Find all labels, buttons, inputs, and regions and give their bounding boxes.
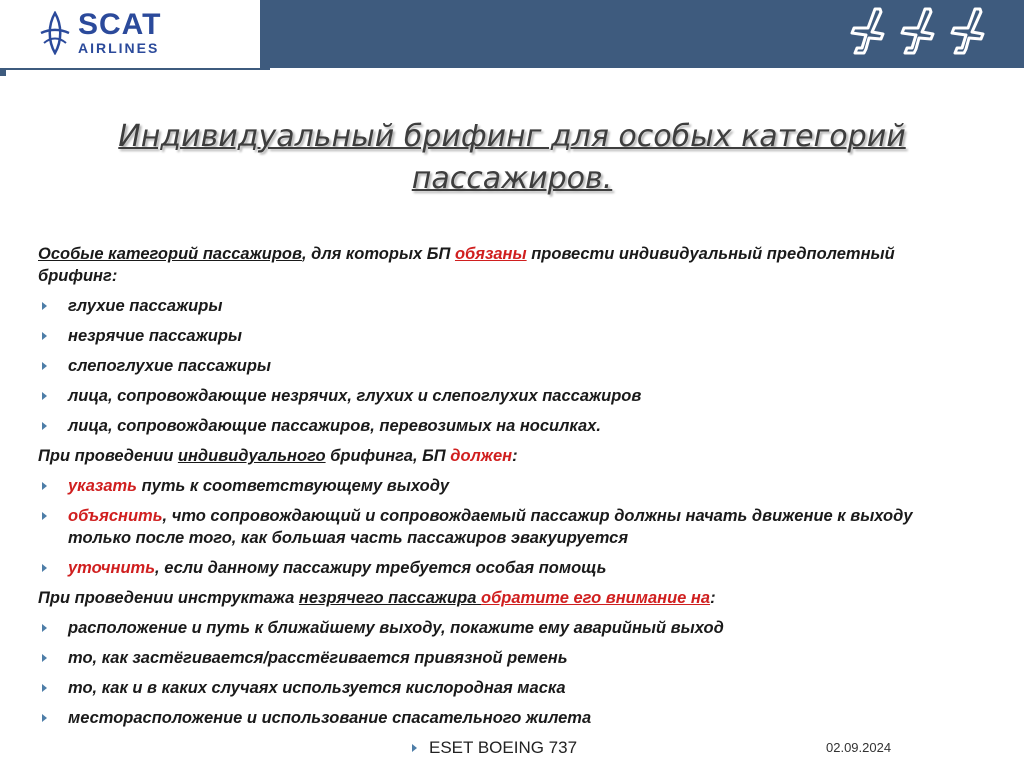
section3-paragraph xyxy=(38,587,938,609)
logo-subtitle: AIRLINES xyxy=(78,40,160,56)
list-item: расположение и путь к ближайшему выходу, покажите ему аварийный выход xyxy=(38,617,938,639)
section2-paragraph xyxy=(38,445,938,467)
list-item: глухие пассажиры xyxy=(38,295,938,317)
list-item: лица, сопровождающие незрячих, глухих и слепоглухих пассажиров xyxy=(38,385,938,407)
slide-title-line2: пассажиров. xyxy=(411,161,613,196)
list-item: то, как и в каких случаях используется кислородная маска xyxy=(38,677,938,699)
section2-text2: брифинга, БП xyxy=(325,447,451,465)
list-item: лица, сопровождающие пассажиров, перевозимых на носилках. xyxy=(38,415,938,437)
slide-title xyxy=(0,116,1024,200)
list-item xyxy=(38,505,938,549)
list-item: то, как застёгивается/расстёгивается привязной ремень xyxy=(38,647,938,669)
footer-title-text: ESET BOEING 737 xyxy=(429,738,578,757)
header-planes xyxy=(850,6,992,60)
list-item-text: , что сопровождающий и сопровождаемый пассажир должны начать движение к выходу только после того, как большая часть пассажиров эвакуируется xyxy=(68,507,913,547)
plane-icon xyxy=(850,6,892,60)
slide-body xyxy=(38,243,938,737)
intro-paragraph xyxy=(38,243,938,287)
footer-title xyxy=(412,738,577,758)
header-tick xyxy=(0,68,6,76)
list-item-red: объяснить xyxy=(68,507,163,525)
section2-red: должен xyxy=(450,447,513,465)
section3-underline: незрячего пассажира xyxy=(298,589,481,607)
slide-title-line1: Индивидуальный брифинг для особых категорий xyxy=(118,119,906,154)
logo-emblem-icon xyxy=(38,11,72,55)
list-item xyxy=(38,475,938,497)
intro-text2: провести индивидуальный предполетный брифинг: xyxy=(38,245,895,285)
section2-text1: При проведении xyxy=(38,447,178,465)
list-item-text: путь к соответствующему выходу xyxy=(136,477,450,495)
section3-text1: При проведении инструктажа xyxy=(38,589,299,607)
header-divider xyxy=(0,68,270,70)
plane-icon xyxy=(950,6,992,60)
list-item-red: уточнить xyxy=(68,559,156,577)
intro-red: обязаны xyxy=(454,245,527,263)
section3-text2: : xyxy=(710,589,716,607)
list-item xyxy=(38,557,938,579)
plane-icon xyxy=(900,6,942,60)
section2-text3: : xyxy=(512,447,518,465)
list-item: месторасположение и использование спасательного жилета xyxy=(38,707,938,729)
footer-date: 02.09.2024 xyxy=(826,740,892,755)
company-logo xyxy=(38,10,161,55)
bullet-arrow-icon xyxy=(412,744,417,752)
list-item: незрячие пассажиры xyxy=(38,325,938,347)
logo-name: SCAT xyxy=(78,8,162,41)
section2-underline: индивидуального xyxy=(177,447,326,465)
intro-underline: Особые категорий пассажиров xyxy=(38,245,302,263)
list-item-text: , если данному пассажиру требуется особая помощь xyxy=(155,559,607,577)
list-item: слепоглухие пассажиры xyxy=(38,355,938,377)
list-item-red: указать xyxy=(68,477,137,495)
section3-red: обратите его внимание на xyxy=(480,589,711,607)
intro-text1: , для которых БП xyxy=(301,245,455,263)
